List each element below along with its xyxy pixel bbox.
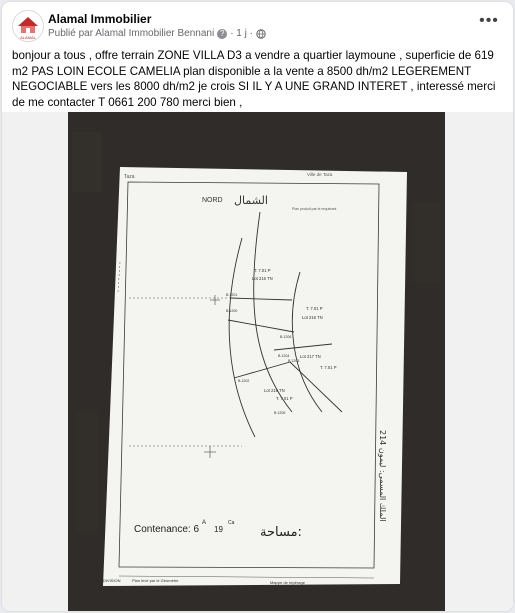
plan-subtitle: Plan produit par le requérant bbox=[292, 207, 337, 211]
svg-text:B.1202: B.1202 bbox=[238, 379, 250, 383]
svg-text:B.1206: B.1206 bbox=[280, 335, 292, 339]
plan-division: DIVISION bbox=[103, 578, 121, 583]
svg-text:T. 7.01 P: T. 7.01 P bbox=[306, 306, 323, 311]
area-arabic: مساحة: bbox=[260, 525, 302, 540]
svg-text:Lot 217 TN: Lot 217 TN bbox=[300, 354, 321, 359]
contenance-label: Contenance: 6 bbox=[134, 524, 200, 535]
plan-top-right: Ville de Taza bbox=[307, 172, 333, 177]
globe-icon bbox=[256, 29, 266, 39]
svg-text:B.1204: B.1204 bbox=[278, 354, 290, 358]
post-message: bonjour a tous , offre terrain ZONE VILLA D3 a vendre a quartier laymoune , superficie de 619 m2 PAS LOIN ECOLE CAMELIA plan disponible a la vente a 8500 dh/m2 LEGEREMENT NEGOCIABLE vers les 8000 dh/m2 je crois SI IL Y A UNE GRAND INTERET , interessé merci de me contacter T 0661 200 780 merci bien , bbox=[12, 49, 496, 109]
title-arabic: الملك المسمى: ليمون 214 bbox=[378, 430, 387, 522]
facebook-post-card bbox=[2, 2, 513, 611]
house-logo-icon bbox=[13, 11, 43, 41]
svg-text:Lot 216 TN: Lot 216 TN bbox=[302, 315, 323, 320]
svg-text:Lot 219 TN: Lot 219 TN bbox=[264, 388, 285, 393]
plan-bottom-text: Plan levé par le Géomètre bbox=[132, 578, 179, 583]
svg-text:B.1200: B.1200 bbox=[226, 309, 238, 313]
more-options-icon[interactable]: ••• bbox=[479, 12, 499, 29]
north-label: NORD bbox=[202, 197, 223, 204]
svg-text:B.1201: B.1201 bbox=[226, 293, 238, 297]
page-avatar[interactable] bbox=[12, 10, 44, 42]
verified-badge-icon: ? bbox=[217, 29, 227, 39]
post-header bbox=[2, 2, 513, 44]
north-arabic: الشمال bbox=[234, 194, 268, 207]
svg-text:B.1203: B.1203 bbox=[288, 359, 300, 363]
svg-text:T. 7.01 P: T. 7.01 P bbox=[254, 268, 271, 273]
post-time[interactable]: · 1 j · bbox=[230, 28, 253, 39]
post-meta bbox=[48, 28, 266, 39]
contenance-ca: Ca bbox=[228, 520, 235, 526]
contenance-value: 19 bbox=[214, 525, 223, 534]
logo-text: ALAMAL bbox=[20, 35, 36, 40]
svg-text:T. 7.01 P: T. 7.01 P bbox=[276, 396, 293, 401]
page-name[interactable]: Alamal Immobilier bbox=[48, 12, 152, 26]
contenance-a: A bbox=[202, 520, 207, 526]
svg-text:B.1205: B.1205 bbox=[274, 411, 286, 415]
plan-bottom-ref: Mappe de repérage bbox=[270, 580, 305, 585]
post-photo[interactable] bbox=[2, 112, 513, 611]
published-by[interactable]: Publié par Alamal Immobilier Bennani bbox=[48, 28, 215, 39]
plan-top-left: Taza bbox=[124, 174, 135, 180]
svg-text:Lot 215 TN: Lot 215 TN bbox=[252, 276, 273, 281]
land-plan-photo bbox=[2, 112, 513, 611]
svg-text:T. 7.01 P: T. 7.01 P bbox=[320, 365, 337, 370]
